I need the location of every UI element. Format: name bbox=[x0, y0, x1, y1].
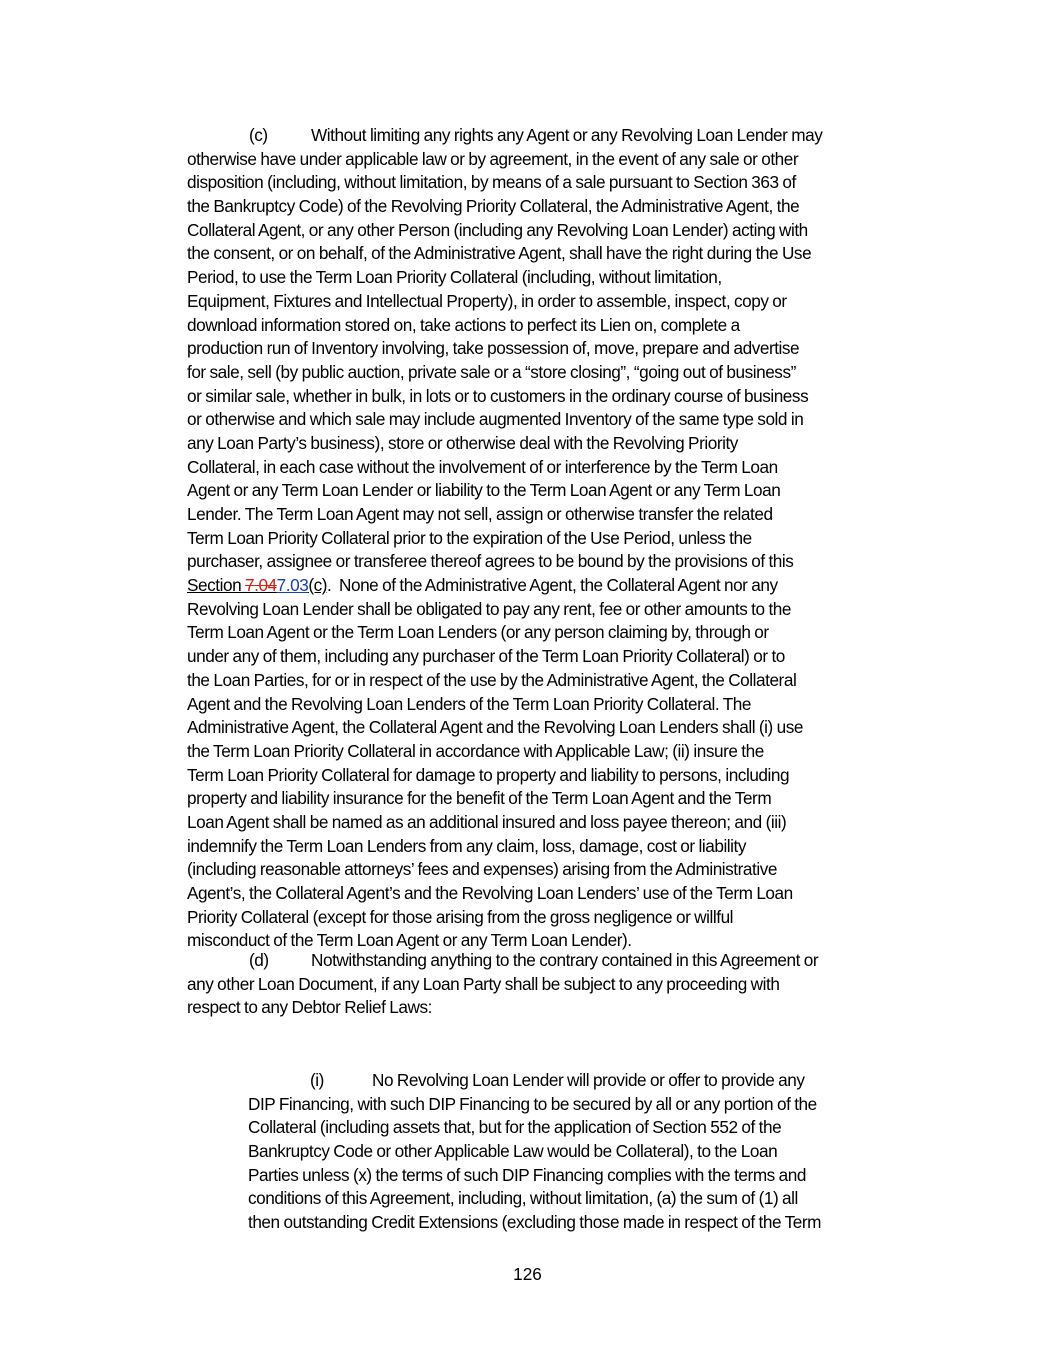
text-line: otherwise have under applicable law or by agreement, in the event of any sale or other bbox=[187, 148, 799, 169]
text-line: Parties unless (x) the terms of such DIP Financing complies with the terms and bbox=[248, 1164, 806, 1185]
text-line: the Loan Parties, for or in respect of the use by the Administrative Agent, the Collateral bbox=[187, 669, 797, 690]
text-line: Collateral (including assets that, but for the application of Section 552 of the bbox=[248, 1117, 782, 1138]
text-line: Notwithstanding anything to the contrary contained in this Agreement or bbox=[311, 950, 819, 970]
text-line: indemnify the Term Loan Lenders from any claim, loss, damage, cost or liability bbox=[187, 835, 747, 856]
text-line: or otherwise and which sale may include augmented Inventory of the same type sold in bbox=[187, 409, 804, 430]
text-line: property and liability insurance for the benefit of the Term Loan Agent and the Term bbox=[187, 788, 772, 809]
subparagraph-i-first-line bbox=[248, 1069, 948, 1093]
text-line: Term Loan Priority Collateral for damage to property and liability to persons, including bbox=[187, 764, 790, 785]
text-line: purchaser, assignee or transferee thereof agrees to be bound by the provisions of this bbox=[187, 551, 794, 572]
paragraph-d-first-line bbox=[187, 949, 947, 973]
paragraph-d-label: (d) bbox=[249, 950, 269, 970]
text-line: Administrative Agent, the Collateral Agent and the Revolving Loan Lenders shall (i) use bbox=[187, 717, 804, 738]
inserted-section-number: 7.03 bbox=[276, 575, 309, 596]
text-line: the Term Loan Priority Collateral in accordance with Applicable Law; (ii) insure the bbox=[187, 740, 764, 761]
text-line: Lender. The Term Loan Agent may not sell, assign or otherwise transfer the related bbox=[187, 504, 773, 524]
text-line: any other Loan Document, if any Loan Party shall be subject to any proceeding with bbox=[187, 973, 780, 994]
text-line: DIP Financing, with such DIP Financing to be secured by all or any portion of the bbox=[248, 1093, 817, 1114]
text-line: Agent or any Term Loan Lender or liability to the Term Loan Agent or any Term Loan bbox=[187, 480, 781, 501]
text-line: Agent and the Revolving Loan Lenders of the Term Loan Priority Collateral. The bbox=[187, 693, 752, 714]
text-line: Agent’s, the Collateral Agent’s and the Revolving Loan Lenders’ use of the Term Loan bbox=[187, 883, 793, 903]
section-reference-line bbox=[187, 574, 947, 598]
text-line: under any of them, including any purchaser of the Term Loan Priority Collateral) or to bbox=[187, 646, 785, 667]
paragraph-c bbox=[187, 124, 947, 953]
text-line: Priority Collateral (except for those arising from the gross negligence or willful bbox=[187, 906, 734, 927]
paragraph-c-first-line bbox=[187, 124, 947, 148]
text-line: Equipment, Fixtures and Intellectual Property), in order to assemble, inspect, copy or bbox=[187, 290, 787, 311]
text-line: the Bankruptcy Code) of the Revolving Priority Collateral, the Administrative Agent, the bbox=[187, 196, 800, 217]
text-line: Term Loan Agent or the Term Loan Lenders (or any person claiming by, through or bbox=[187, 622, 769, 643]
text-line: . None of the Administrative Agent, the Collateral Agent nor any bbox=[327, 575, 778, 596]
text-line: Revolving Loan Lender shall be obligated to pay any rent, fee or other amounts to the bbox=[187, 598, 791, 619]
text-line: or similar sale, whether in bulk, in lots or to customers in the ordinary course of business bbox=[187, 385, 809, 406]
subparagraph-i bbox=[248, 1069, 948, 1235]
section-reference-link[interactable] bbox=[187, 575, 327, 595]
deleted-section-number: 7.04 bbox=[245, 575, 277, 596]
text-line: any Loan Party’s business), store or otherwise deal with the Revolving Priority bbox=[187, 432, 738, 453]
text-line: respect to any Debtor Relief Laws: bbox=[187, 997, 432, 1018]
text-line: Period, to use the Term Loan Priority Collateral (including, without limitation, bbox=[187, 267, 722, 288]
text-line: Without limiting any rights any Agent or any Revolving Loan Lender may bbox=[311, 125, 823, 145]
text-line: the consent, or on behalf, of the Administrative Agent, shall have the right during the Use bbox=[187, 243, 812, 264]
page-number: 126 bbox=[513, 1264, 542, 1284]
text-line: download information stored on, take actions to perfect its Lien on, complete a bbox=[187, 314, 740, 335]
text-line: Collateral, in each case without the involvement of or interference by the Term Loan bbox=[187, 456, 778, 477]
text-line: Loan Agent shall be named as an additional insured and loss payee thereon; and (iii) bbox=[187, 811, 787, 832]
paragraph-c-label: (c) bbox=[249, 125, 268, 145]
text-line: then outstanding Credit Extensions (excluding those made in respect of the Term bbox=[248, 1212, 821, 1233]
section-word: Section bbox=[187, 575, 246, 596]
text-line: misconduct of the Term Loan Agent or any Term Loan Lender). bbox=[187, 930, 632, 951]
text-line: No Revolving Loan Lender will provide or offer to provide any bbox=[372, 1070, 805, 1090]
text-line: (including reasonable attorneys’ fees and expenses) arising from the Administrative bbox=[187, 859, 777, 880]
text-line: for sale, sell (by public auction, private sale or a “store closing”, “going out of business” bbox=[187, 361, 796, 382]
text-line: Bankruptcy Code or other Applicable Law would be Collateral), to the Loan bbox=[248, 1141, 778, 1162]
section-subclause: (c) bbox=[308, 575, 328, 596]
text-line: disposition (including, without limitation, by means of a sale pursuant to Section 363 of bbox=[187, 172, 796, 193]
text-line: production run of Inventory involving, take possession of, move, prepare and advertise bbox=[187, 338, 800, 359]
paragraph-d bbox=[187, 949, 947, 1020]
text-line: conditions of this Agreement, including, without limitation, (a) the sum of (1) all bbox=[248, 1188, 798, 1209]
text-line: Term Loan Priority Collateral prior to the expiration of the Use Period, unless the bbox=[187, 527, 752, 548]
text-line: Collateral Agent, or any other Person (including any Revolving Loan Lender) acting with bbox=[187, 219, 808, 240]
subparagraph-i-label: (i) bbox=[310, 1070, 324, 1090]
